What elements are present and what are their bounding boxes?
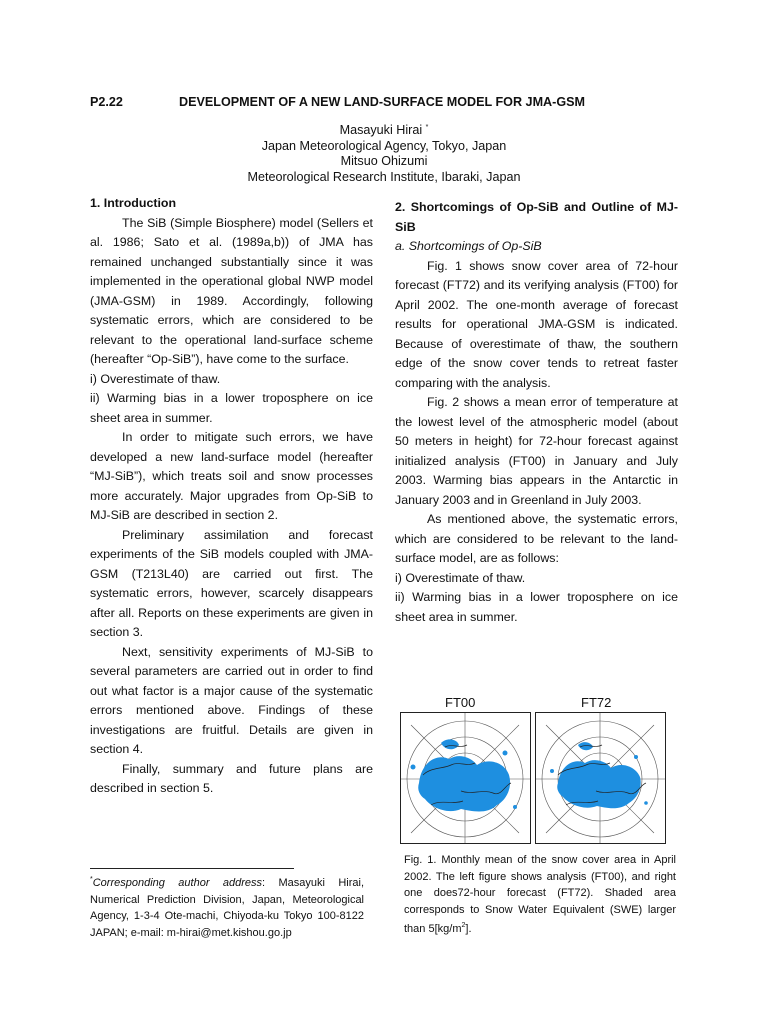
- right-column: [395, 198, 678, 627]
- footnote-rule: [90, 868, 294, 869]
- paper-title: DEVELOPMENT OF A NEW LAND-SURFACE MODEL FOR JMA-GSM: [179, 95, 586, 109]
- footnote: [90, 872, 364, 941]
- snow-cover-area: [550, 742, 648, 808]
- list-item: ii) Warming bias in a lower troposphere on ice sheet area in summer.: [90, 391, 373, 425]
- snow-cover-area: [411, 739, 518, 811]
- subsection-heading: a. Shortcomings of Op-SiB: [395, 239, 542, 253]
- author-affiliation: Meteorological Research Institute, Ibaraki, Japan: [247, 169, 521, 184]
- author-block: [0, 120, 768, 185]
- paragraph: The SiB (Simple Biosphere) model (Sellers et al. 1986; Sato et al. (1989a,b)) of JMA has remained unchanged substantially since it was implemented in the operational global NWP model (JMA-GSM) in 1989. Accordingly, following systematic errors, which are considered to be relevant to the operational land-surface scheme (hereafter “Op-SiB”), have come to the surface.: [90, 215, 373, 366]
- paper-number: P2.22: [90, 95, 123, 109]
- paragraph: Fig. 1 shows snow cover area of 72-hour forecast (FT72) and its verifying analysis (FT00) for April 2002. The one-month average of forecast results for operational JMA-GSM is indicated. Because of overestimate of thaw, the southern edge of the snow cover tends to retreat faster comparing with the analysis.: [395, 258, 678, 390]
- snow-map-ft00: [400, 712, 531, 844]
- figure-caption: [404, 852, 676, 938]
- list-item: ii) Warming bias in a lower troposphere on ice sheet area in summer.: [395, 590, 678, 624]
- paragraph: Preliminary assimilation and forecast experiments of the SiB models coupled with JMA-GSM (T213L40) are carried out first. The systematic errors, however, scarcely disappears after all. Reports on these experiments are given in section 3.: [90, 527, 373, 639]
- list-item: i) Overestimate of thaw.: [90, 371, 221, 386]
- section-heading: 1. Introduction: [90, 196, 177, 210]
- figure-label-ft00: FT00: [445, 695, 476, 710]
- caption-end: ].: [465, 923, 472, 935]
- author-affiliation: Japan Meteorological Agency, Tokyo, Japan: [261, 138, 507, 153]
- caption-text: Fig. 1. Monthly mean of the snow cover area in April 2002. The left figure shows analysis (FT00), and right one does72-hour forecast (FT72). Shaded area corresponds to Snow Water Equivalent (SWE) larger than 5[kg/m: [404, 854, 676, 935]
- footnote-text: : Masayuki Hirai, Numerical Prediction Division, Japan, Meteorological Agency, 1-3-4 Ote-machi, Chiyoda-ku Tokyo 100-8122 JAPAN; e-mail: m-hirai@met.kishou.go.jp: [90, 877, 364, 939]
- list-item: i) Overestimate of thaw.: [395, 570, 526, 585]
- paragraph: Finally, summary and future plans are described in section 5.: [90, 761, 373, 795]
- author-mark: *: [425, 124, 429, 131]
- paragraph: Fig. 2 shows a mean error of temperature at the lowest level of the atmospheric model (about 50 meters in height) for 72-hour forecast against initialized analysis (FT00) in January and July 2003. Warming bias appears in the Antarctic in January 2003 and in Greenland in July 2003.: [395, 395, 678, 507]
- author-name: Mitsuo Ohizumi: [340, 154, 428, 168]
- left-column: [90, 194, 373, 799]
- paragraph: Next, sensitivity experiments of MJ-SiB to several parameters are carried out in order to find out what factor is a major cause of the systematic errors mentioned above. Findings of these investigations are fruitful. Details are given in section 4.: [90, 644, 373, 756]
- footnote-mark: *: [90, 876, 93, 883]
- snow-map-ft72: [535, 712, 666, 844]
- caption-superscript: 2: [461, 922, 466, 929]
- author-name: Masayuki Hirai: [339, 123, 423, 137]
- figure-label-ft72: FT72: [581, 695, 612, 710]
- section-heading: 2. Shortcomings of Op-SiB and Outline of MJ-SiB: [395, 200, 678, 234]
- footnote-label: Corresponding author address: [92, 877, 263, 889]
- paragraph: In order to mitigate such errors, we have developed a new land-surface model (hereafter “MJ-SiB”), which treats soil and snow processes more accurately. Major upgrades from Op-SiB to MJ-SiB are described in section 2.: [90, 430, 373, 522]
- paragraph: As mentioned above, the systematic errors, which are considered to be relevant to the land-surface model, are as follows:: [395, 512, 678, 565]
